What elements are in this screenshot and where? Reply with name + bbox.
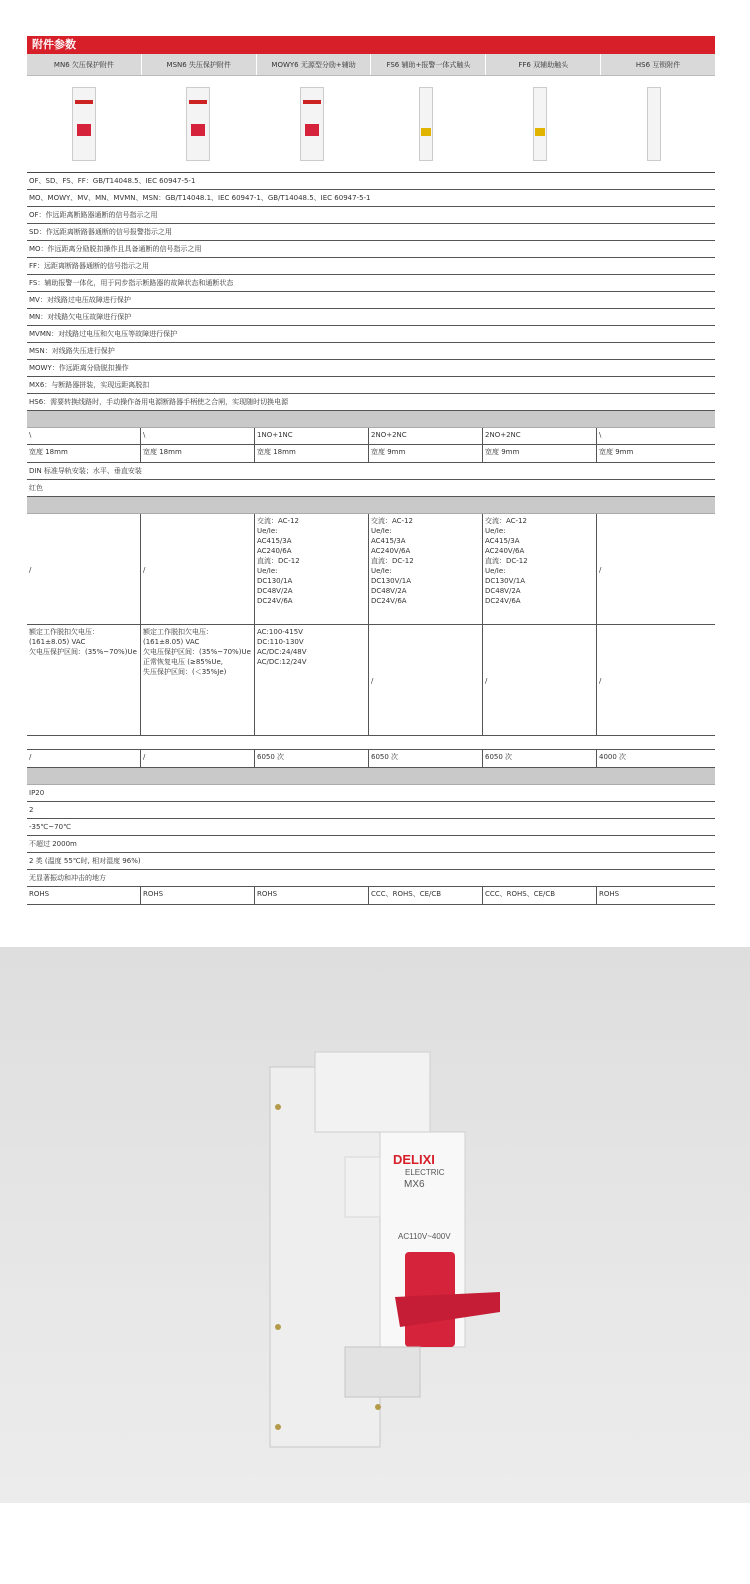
mowy6-product-image [300,87,324,161]
description-row: OF：作远距离断路器通断的信号指示之用 [27,207,715,224]
cell: 宽度 18mm [141,445,255,462]
column-header-row [27,54,715,76]
cell: \ [141,428,255,444]
env-row: 2 [27,802,715,819]
cell: 额定工作脱扣欠电压： (161±8.05) VAC 欠电压保护区间：(35%~70%)Ue [27,625,141,735]
ff6-product-image [533,87,547,161]
cell: / [483,625,597,735]
description-row: FS：辅助报警一体化，用于同步指示断路器的故障状态和通断状态 [27,275,715,292]
description-row: MV：对线路过电压故障进行保护 [27,292,715,309]
env-row: -35℃~70℃ [27,819,715,836]
description-row: MSN：对线路失压进行保护 [27,343,715,360]
col-header: MSN6 失压保护附件 [142,54,257,75]
install-row: DIN 标准导轨安装；水平、垂直安装 [27,463,715,480]
divider-band [27,497,715,514]
standard-row: OF、SD、FS、FF：GB/T14048.5、IEC 60947-5-1 [27,173,715,190]
cell: / [599,566,602,574]
cell: / [27,750,141,767]
description-row: HS6：需要转换线路时，手动操作备用电源断路器手柄使之合闸，实现随时切换电源 [27,394,715,411]
cell: ROHS [599,890,620,898]
cert-row [27,887,715,905]
cell: 额定工作脱扣欠电压： (161±8.05) VAC 欠电压保护区间：(35%~70%)Ue 正常恢复电压 (≥85%Ue, 失压保护区间：(＜35%Je) [141,625,255,735]
product-image-row [27,76,715,173]
description-row: MOWY：作远距离分励脱扣操作 [27,360,715,377]
model-label: MX6 [404,1179,425,1190]
voltage-row [27,625,715,736]
contacts-row [27,428,715,445]
product-photo [0,947,750,1503]
divider-band [27,411,715,428]
cell: 交流：AC-12 Ue/Ie: AC415/3A AC240V/6A 直流：DC-12 Ue/Ie: DC130V/1A DC48V/2A DC24V/6A [483,514,597,624]
env-row: IP20 [27,785,715,802]
hs6-product-image [647,87,661,161]
color-row: 红色 [27,480,715,497]
parameter-sheet [27,36,715,905]
col-header: FF6 双辅助触头 [486,54,601,75]
cell: ROHS [27,887,141,904]
cell: / [369,625,483,735]
col-header: FS6 辅助+报警一体式触头 [371,54,486,75]
description-row: MX6：与断路器拼装，实现远距离脱扣 [27,377,715,394]
life-row [27,750,715,768]
cell: 2NO+2NC [483,428,597,444]
cell: 宽度 9mm [599,448,634,456]
cell: 6050 次 [483,750,597,767]
cell: / [599,677,602,685]
cell: 宽度 18mm [27,445,141,462]
cell: AC:100-415V DC:110-130V AC/DC:24/48V AC/DC:12/24V [255,625,369,735]
cell: ROHS [255,887,369,904]
description-row: MVMN：对线路过电压和欠电压等故障进行保护 [27,326,715,343]
cell: 6050 次 [255,750,369,767]
brand-logo: DELIXI [393,1152,435,1167]
section-title: 附件参数 [27,36,715,54]
mx6-shunt-release-illustration [0,947,750,1503]
cell: \ [27,428,141,444]
standard-row: MO、MOWY、MV、MN、MVMN、MSN：GB/T14048.1、IEC 60947-1、GB/T14048.5、IEC 60947-5-1 [27,190,715,207]
cell: ROHS [141,887,255,904]
cell: / [27,514,141,624]
cell: / [141,750,255,767]
cell: 6050 次 [369,750,483,767]
msn6-product-image [186,87,210,161]
col-header: HS6 互锁附件 [635,60,681,69]
cell: \ [599,431,602,439]
cell: 宽度 9mm [483,445,597,462]
cell: 宽度 18mm [255,445,369,462]
voltage-label: AC110V~400V [398,1232,451,1241]
env-row: 无显著振动和冲击的地方 [27,870,715,887]
col-header: MOWY6 无源型分励+辅助 [257,54,372,75]
width-row [27,445,715,463]
cell: 1NO+1NC [255,428,369,444]
cell: CCC、ROHS、CE/CB [483,887,597,904]
ratings-row [27,514,715,625]
col-header: MN6 欠压保护附件 [27,54,142,75]
cell: 4000 次 [599,753,627,761]
cell: / [141,514,255,624]
fs6-product-image [419,87,433,161]
mn6-product-image [72,87,96,161]
cell: 宽度 9mm [369,445,483,462]
cell: 交流：AC-12 Ue/Ie: AC415/3A AC240V/6A 直流：DC-12 Ue/Ie: DC130V/1A DC48V/2A DC24V/6A [369,514,483,624]
description-row: SD：作远距离断路器通断的信号报警指示之用 [27,224,715,241]
cell: 2NO+2NC [369,428,483,444]
divider-band [27,768,715,785]
description-row: MO：作远距离分励脱扣操作且具备通断的信号指示之用 [27,241,715,258]
cell: CCC、ROHS、CE/CB [369,887,483,904]
env-row: 2 类 (温度 55℃时, 相对湿度 96%) [27,853,715,870]
cell: 交流：AC-12 Ue/Ie: AC415/3A AC240/6A 直流：DC-12 Ue/Ie: DC130/1A DC48V/2A DC24V/6A [255,514,369,624]
spacer-row [27,736,715,750]
brand-sub: ELECTRIC [405,1168,445,1177]
description-row: FF：远距离断路器通断的信号指示之用 [27,258,715,275]
env-row: 不超过 2000m [27,836,715,853]
description-row: MN：对线路欠电压故障进行保护 [27,309,715,326]
